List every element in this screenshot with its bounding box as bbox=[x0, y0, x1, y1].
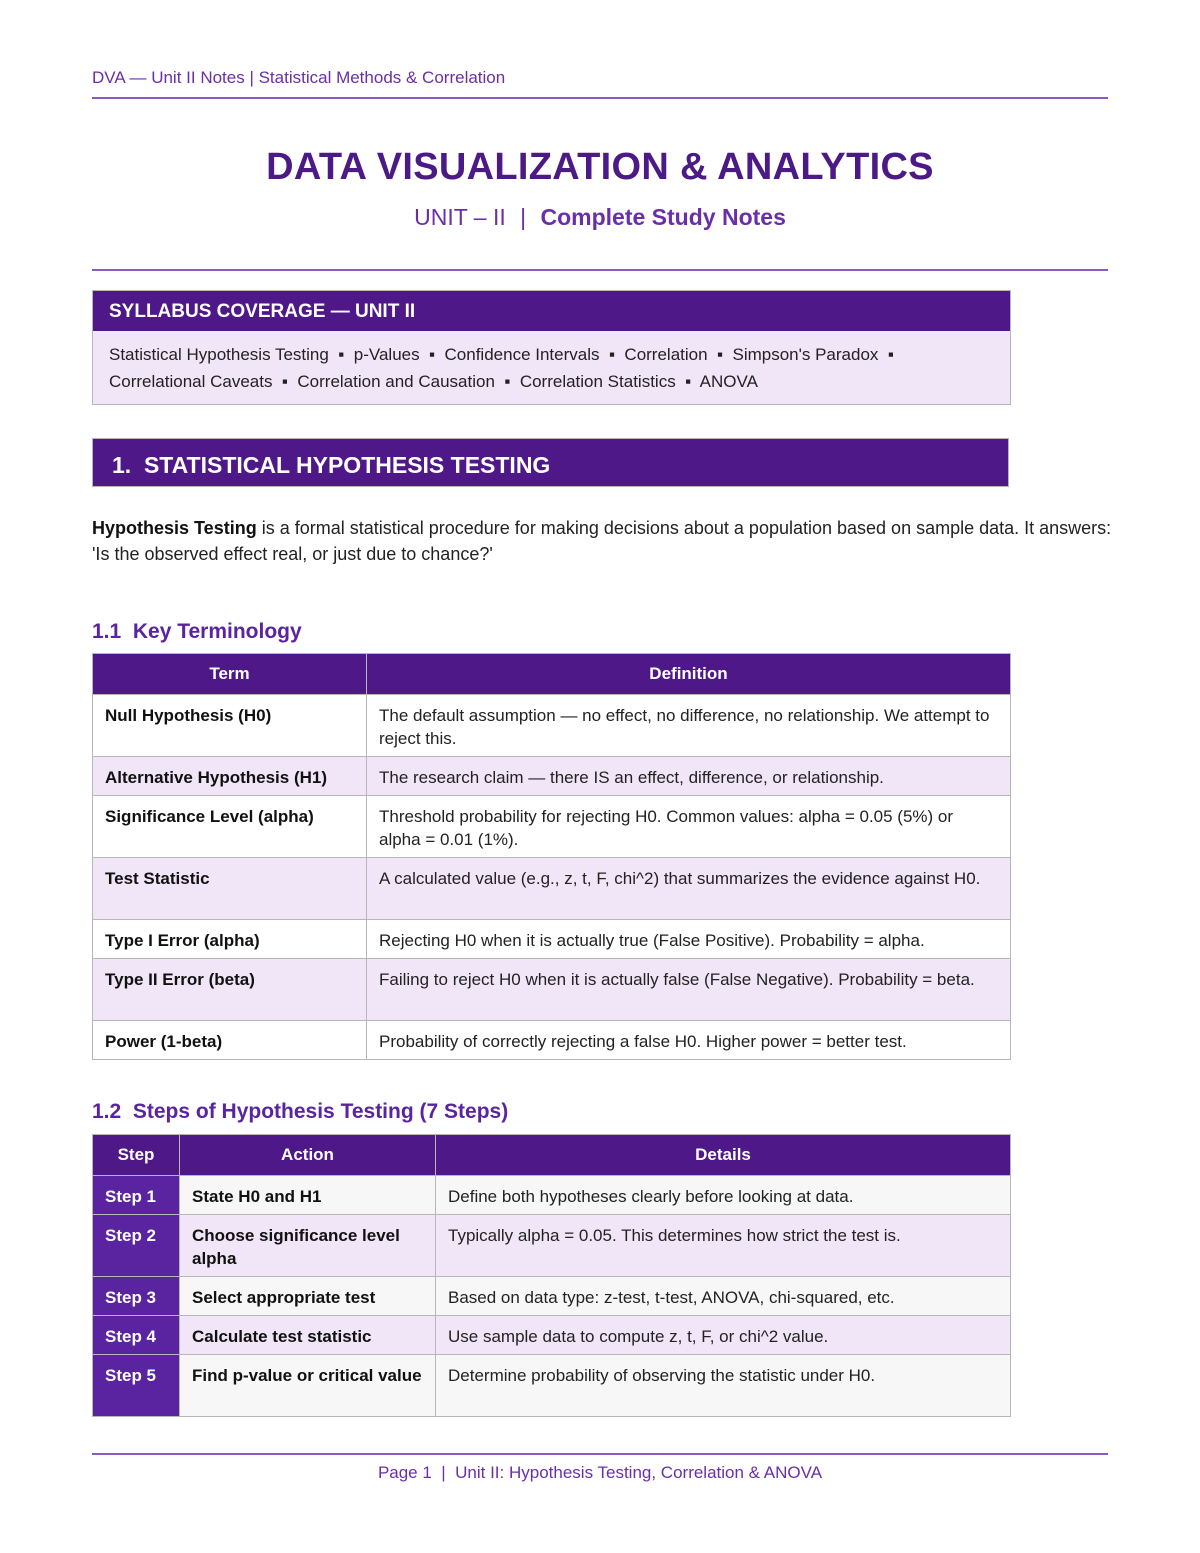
table-row bbox=[93, 695, 1011, 757]
section-heading: 1. STATISTICAL HYPOTHESIS TESTING bbox=[92, 438, 1009, 487]
term-cell: Alternative Hypothesis (H1) bbox=[93, 757, 367, 796]
definition-cell: Probability of correctly rejecting a false H0. Higher power = better test. bbox=[367, 1021, 1011, 1060]
term-cell: Power (1-beta) bbox=[93, 1021, 367, 1060]
subsection-heading-steps: 1.2 Steps of Hypothesis Testing (7 Steps) bbox=[92, 1100, 509, 1123]
column-header: Details bbox=[436, 1135, 1011, 1176]
details-cell: Define both hypotheses clearly before looking at data. bbox=[436, 1176, 1011, 1215]
subtitle-separator: | bbox=[520, 204, 527, 230]
definition-cell: The research claim — there IS an effect, difference, or relationship. bbox=[367, 757, 1011, 796]
table-row bbox=[93, 1277, 1011, 1316]
syllabus-box bbox=[92, 290, 1011, 405]
term-cell: Null Hypothesis (H0) bbox=[93, 695, 367, 757]
details-cell: Use sample data to compute z, t, F, or chi^2 value. bbox=[436, 1316, 1011, 1355]
table-row bbox=[93, 920, 1011, 959]
footer-divider bbox=[92, 1453, 1108, 1455]
table-row bbox=[93, 1176, 1011, 1215]
running-header: DVA — Unit II Notes | Statistical Methods & Correlation bbox=[92, 68, 506, 87]
syllabus-line-1: Statistical Hypothesis Testing ▪ p-Values ▪ Confidence Intervals ▪ Correlation ▪ Simpson's Paradox ▪ bbox=[109, 345, 894, 364]
column-header: Action bbox=[180, 1135, 436, 1176]
table-row bbox=[93, 1355, 1011, 1417]
step-cell: Step 3 bbox=[93, 1277, 180, 1316]
table-row bbox=[93, 959, 1011, 1021]
subsection-heading-terminology: 1.1 Key Terminology bbox=[92, 620, 302, 643]
subtitle-notes: Complete Study Notes bbox=[540, 204, 786, 230]
intro-paragraph bbox=[92, 515, 1112, 567]
column-header: Term bbox=[93, 654, 367, 695]
table-row bbox=[93, 1316, 1011, 1355]
details-cell: Typically alpha = 0.05. This determines how strict the test is. bbox=[436, 1215, 1011, 1277]
page-title: DATA VISUALIZATION & ANALYTICS bbox=[266, 146, 934, 188]
column-header: Step bbox=[93, 1135, 180, 1176]
table-row bbox=[93, 1215, 1011, 1277]
action-cell: Calculate test statistic bbox=[180, 1316, 436, 1355]
syllabus-topics bbox=[109, 341, 999, 395]
details-cell: Based on data type: z-test, t-test, ANOVA, chi-squared, etc. bbox=[436, 1277, 1011, 1316]
action-cell: Choose significance level alpha bbox=[180, 1215, 436, 1277]
syllabus-heading: SYLLABUS COVERAGE — UNIT II bbox=[93, 291, 1010, 331]
step-cell: Step 2 bbox=[93, 1215, 180, 1277]
term-cell: Type II Error (beta) bbox=[93, 959, 367, 1021]
table-header-row bbox=[93, 1135, 1011, 1176]
definition-cell: Rejecting H0 when it is actually true (False Positive). Probability = alpha. bbox=[367, 920, 1011, 959]
table-header-row bbox=[93, 654, 1011, 695]
table-row bbox=[93, 796, 1011, 858]
title-divider bbox=[92, 269, 1108, 271]
details-cell: Determine probability of observing the statistic under H0. bbox=[436, 1355, 1011, 1417]
table-row bbox=[93, 858, 1011, 920]
page-subtitle bbox=[0, 204, 1200, 231]
subtitle-unit: UNIT – II bbox=[414, 204, 506, 230]
table-row bbox=[93, 757, 1011, 796]
term-cell: Test Statistic bbox=[93, 858, 367, 920]
definition-cell: Failing to reject H0 when it is actually false (False Negative). Probability = beta. bbox=[367, 959, 1011, 1021]
action-cell: Find p-value or critical value bbox=[180, 1355, 436, 1417]
action-cell: Select appropriate test bbox=[180, 1277, 436, 1316]
page-footer: Page 1 | Unit II: Hypothesis Testing, Correlation & ANOVA bbox=[377, 1463, 823, 1482]
intro-text: is a formal statistical procedure for making decisions about a population based on sample data. It answers: 'Is the observed effect real, or just due to chance?' bbox=[92, 518, 1112, 564]
step-cell: Step 5 bbox=[93, 1355, 180, 1417]
terminology-table bbox=[92, 653, 1011, 1060]
action-cell: State H0 and H1 bbox=[180, 1176, 436, 1215]
header-divider bbox=[92, 97, 1108, 99]
column-header: Definition bbox=[367, 654, 1011, 695]
intro-term: Hypothesis Testing bbox=[92, 518, 257, 538]
step-cell: Step 4 bbox=[93, 1316, 180, 1355]
table-row bbox=[93, 1021, 1011, 1060]
step-cell: Step 1 bbox=[93, 1176, 180, 1215]
syllabus-line-2: Correlational Caveats ▪ Correlation and Causation ▪ Correlation Statistics ▪ ANOVA bbox=[109, 372, 758, 391]
term-cell: Significance Level (alpha) bbox=[93, 796, 367, 858]
definition-cell: Threshold probability for rejecting H0. Common values: alpha = 0.05 (5%) or alpha = 0.01 (1%). bbox=[367, 796, 1011, 858]
definition-cell: A calculated value (e.g., z, t, F, chi^2) that summarizes the evidence against H0. bbox=[367, 858, 1011, 920]
term-cell: Type I Error (alpha) bbox=[93, 920, 367, 959]
definition-cell: The default assumption — no effect, no difference, no relationship. We attempt to reject this. bbox=[367, 695, 1011, 757]
steps-table bbox=[92, 1134, 1011, 1417]
